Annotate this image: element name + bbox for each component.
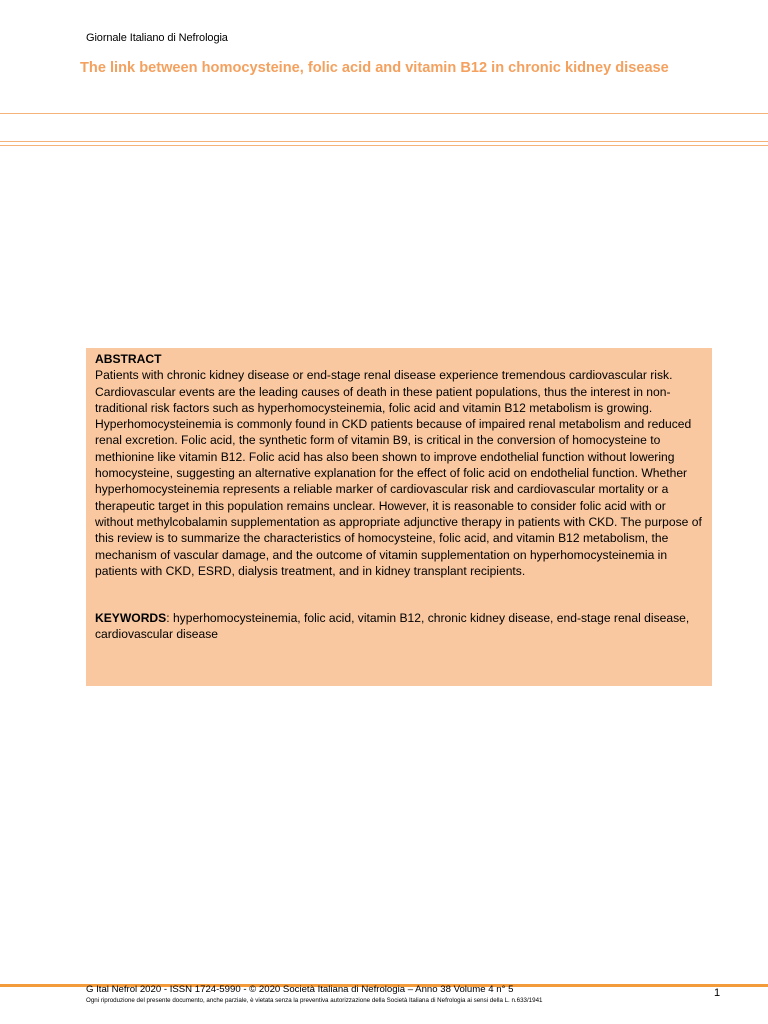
header-divider-top (0, 113, 768, 114)
abstract-body: Patients with chronic kidney disease or end-stage renal disease experience tremendous cardiovascular risk. Cardiovascular events are the leading causes of death in these patient populations, thus the interest in non-traditional risk factors such as hyperhomocysteinemia, folic acid and vitamin B12 metabolism is growing. Hyperhomocysteinemia is commonly found in CKD patients because of impaired renal metabolism and reduced renal excretion. Folic acid, the synthetic form of vitamin B9, is critical in the conversion of homocysteine to methionine like vitamin B12. Folic acid has also been shown to improve endothelial function without lowering homocysteine, suggesting an alternative explanation for the effect of folic acid on endothelial function. Whether hyperhomocysteinemia represents a reliable marker of cardiovascular risk and cardiovascular mortality or a therapeutic target in this population remains unclear. However, it is reasonable to consider folic acid with or without methylcobalamin supplementation as appropriate adjunctive therapy in patients with CKD. The purpose of this review is to summarize the characteristics of homocysteine, folic acid, and vitamin B12 metabolism, the mechanism of vascular damage, and the outcome of vitamin supplementation on hyperhomocysteinemia in patients with CKD, ESRD, dialysis treatment, and in kidney transplant recipients. (95, 368, 702, 578)
keywords-label: KEYWORDS (95, 611, 167, 626)
footer-copyright-notice: Ogni riproduzione del presente documento, anche parziale, è vietata senza la preventiva autorizzazione della Società Italiana di Nefrologia ai sensi della L. n.633/1941 (86, 997, 543, 1004)
page-number: 1 (714, 987, 721, 999)
abstract-heading: ABSTRACT (95, 352, 162, 366)
keywords-paragraph (95, 610, 703, 643)
article-title: The link between homocysteine, folic acid and vitamin B12 in chronic kidney disease (80, 60, 669, 76)
journal-name: Giornale Italiano di Nefrologia (86, 32, 228, 44)
header-divider-double-lower (0, 145, 768, 146)
footer-citation: G Ital Nefrol 2020 - ISSN 1724-5990 - © 2020 Società Italiana di Nefrologia – Anno 38 Volume 4 n° 5 (86, 984, 514, 995)
abstract-box (86, 348, 712, 686)
header-divider-double-upper (0, 141, 768, 142)
keywords-text: : hyperhomocysteinemia, folic acid, vitamin B12, chronic kidney disease, end-stage renal disease, cardiovascular disease (95, 611, 690, 642)
